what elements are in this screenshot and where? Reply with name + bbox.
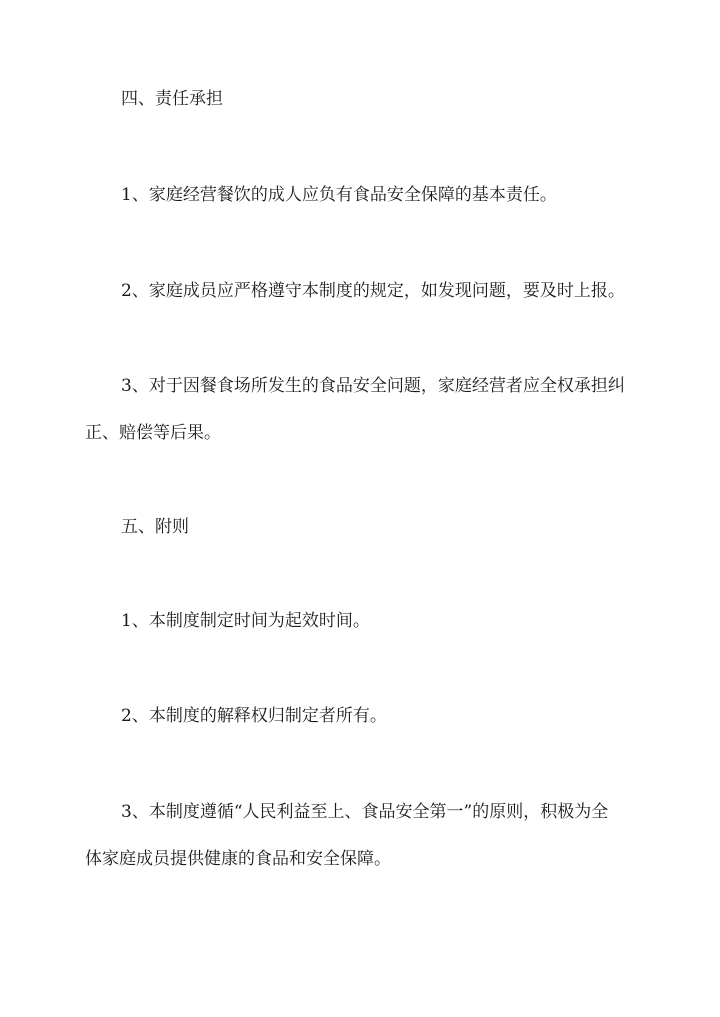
section-4-item-3-line-1: 3、对于因餐食场所发生的食品安全问题，家庭经营者应全权承担纠	[121, 376, 625, 396]
section-4-item-2: 2、家庭成员应严格遵守本制度的规定，如发现问题，要及时上报。	[121, 281, 625, 301]
section-4-item-1: 1、家庭经营餐饮的成人应负有食品安全保障的基本责任。	[121, 185, 557, 205]
section-5-heading: 五、附则	[121, 517, 189, 537]
section-4-item-3-line-2: 正、赔偿等后果。	[85, 423, 221, 443]
section-5-item-3-line-1: 3、本制度遵循“人民利益至上、食品安全第一”的原则，积极为全	[121, 802, 609, 822]
section-5-item-2: 2、本制度的解释权归制定者所有。	[121, 706, 387, 726]
section-5-item-3-line-2: 体家庭成员提供健康的食品和安全保障。	[85, 849, 391, 869]
section-5-item-1: 1、本制度制定时间为起效时间。	[121, 611, 370, 631]
section-4-heading: 四、责任承担	[121, 89, 223, 109]
